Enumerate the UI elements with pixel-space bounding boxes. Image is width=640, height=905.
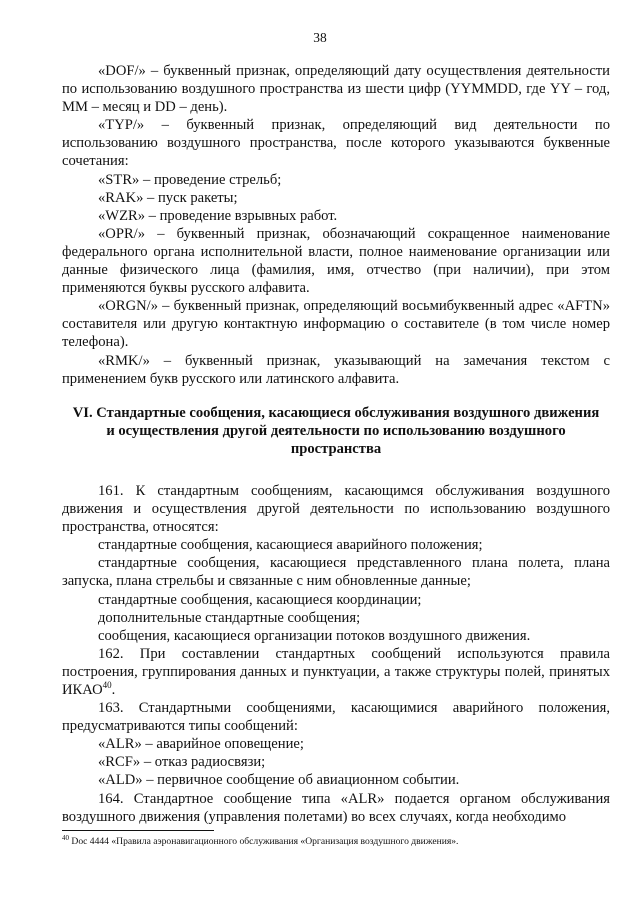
list-item: стандартные сообщения, касающиеся аварийного положения; xyxy=(98,537,483,554)
paragraph-164: 164. Стандартное сообщение типа «ALR» подается органом обслуживания воздушного движения (управления полетами) во всех случаях, когда необходимо xyxy=(62,790,610,825)
paragraph-orgn: «ORGN/» – буквенный признак, определяющий восьмибуквенный адрес «AFTN» составителя или другую контактную информацию о составителе (в том числе номер телефона). xyxy=(62,298,610,351)
list-item: дополнительные стандартные сообщения; xyxy=(98,609,361,626)
list-item: сообщения, касающиеся организации потоков воздушного движения. xyxy=(98,627,531,644)
section-heading: VI. Стандартные сообщения, касающиеся обслуживания воздушного движения и осуществления другой деятельности по использованию воздушного пространства xyxy=(72,404,600,457)
list-item-rcf: «RCF» – отказ радиосвязи; xyxy=(98,754,266,771)
paragraph-dof: «DOF/» – буквенный признак, определяющий дату осуществления деятельности по использованию воздушного пространства из шести цифр (YYMMDD, где YY – год, MM – месяц и DD – день). xyxy=(62,63,610,116)
list-item: стандартные сообщения, касающиеся координации; xyxy=(98,591,422,608)
paragraph-rmk: «RMK/» – буквенный признак, указывающий на замечания текстом с применением букв русского или латинского алфавита. xyxy=(62,352,610,387)
paragraph-163: 163. Стандартными сообщениями, касающимися аварийного положения, предусматриваются типы сообщений: xyxy=(62,700,610,735)
footnote-divider xyxy=(62,830,214,831)
list-item-str: «STR» – проведение стрельб; xyxy=(98,171,282,188)
paragraph-162-text: 162. При составлении стандартных сообщений используются правила построения, группирования данных и пунктуации, а также структуры полей, принятых ИКАО xyxy=(62,645,610,698)
paragraph-opr: «OPR/» – буквенный признак, обозначающий сокращенное наименование федерального органа исполнительной власти, полное наименование организации или данные физического лица (фамилия, имя, отчество (при наличии), при этом применяются буквы русского алфавита. xyxy=(62,225,610,297)
paragraph-161: 161. К стандартным сообщениям, касающимся обслуживания воздушного движения и осуществления другой деятельности по использованию воздушного пространства, относятся: xyxy=(62,482,610,536)
list-item-alr: «ALR» – аварийное оповещение; xyxy=(98,736,304,753)
document-body xyxy=(62,62,610,826)
list-item-rak: «RAK» – пуск ракеты; xyxy=(98,189,238,206)
paragraph-typ: «TYP/» – буквенный признак, определяющий вид деятельности по использованию воздушного пространства, после которого указываются буквенные сочетания: xyxy=(62,117,610,170)
footnote-text: Doc 4444 «Правила аэронавигационного обслуживания «Организация воздушного движения». xyxy=(69,836,459,847)
list-item-wzr: «WZR» – проведение взрывных работ. xyxy=(98,207,338,224)
footnote xyxy=(62,833,610,848)
list-item: стандартные сообщения, касающиеся представленного плана полета, плана запуска, плана стрельбы и связанные с ним обновленные данные; xyxy=(62,555,610,590)
page-number: 38 xyxy=(313,30,327,45)
footnote-reference: 40 xyxy=(102,680,112,691)
paragraph-162-end: . xyxy=(111,682,116,698)
paragraph-162 xyxy=(62,645,610,699)
list-item-ald: «ALD» – первичное сообщение об авиационном событии. xyxy=(98,772,460,789)
footnote-mark: 40 xyxy=(62,833,69,842)
